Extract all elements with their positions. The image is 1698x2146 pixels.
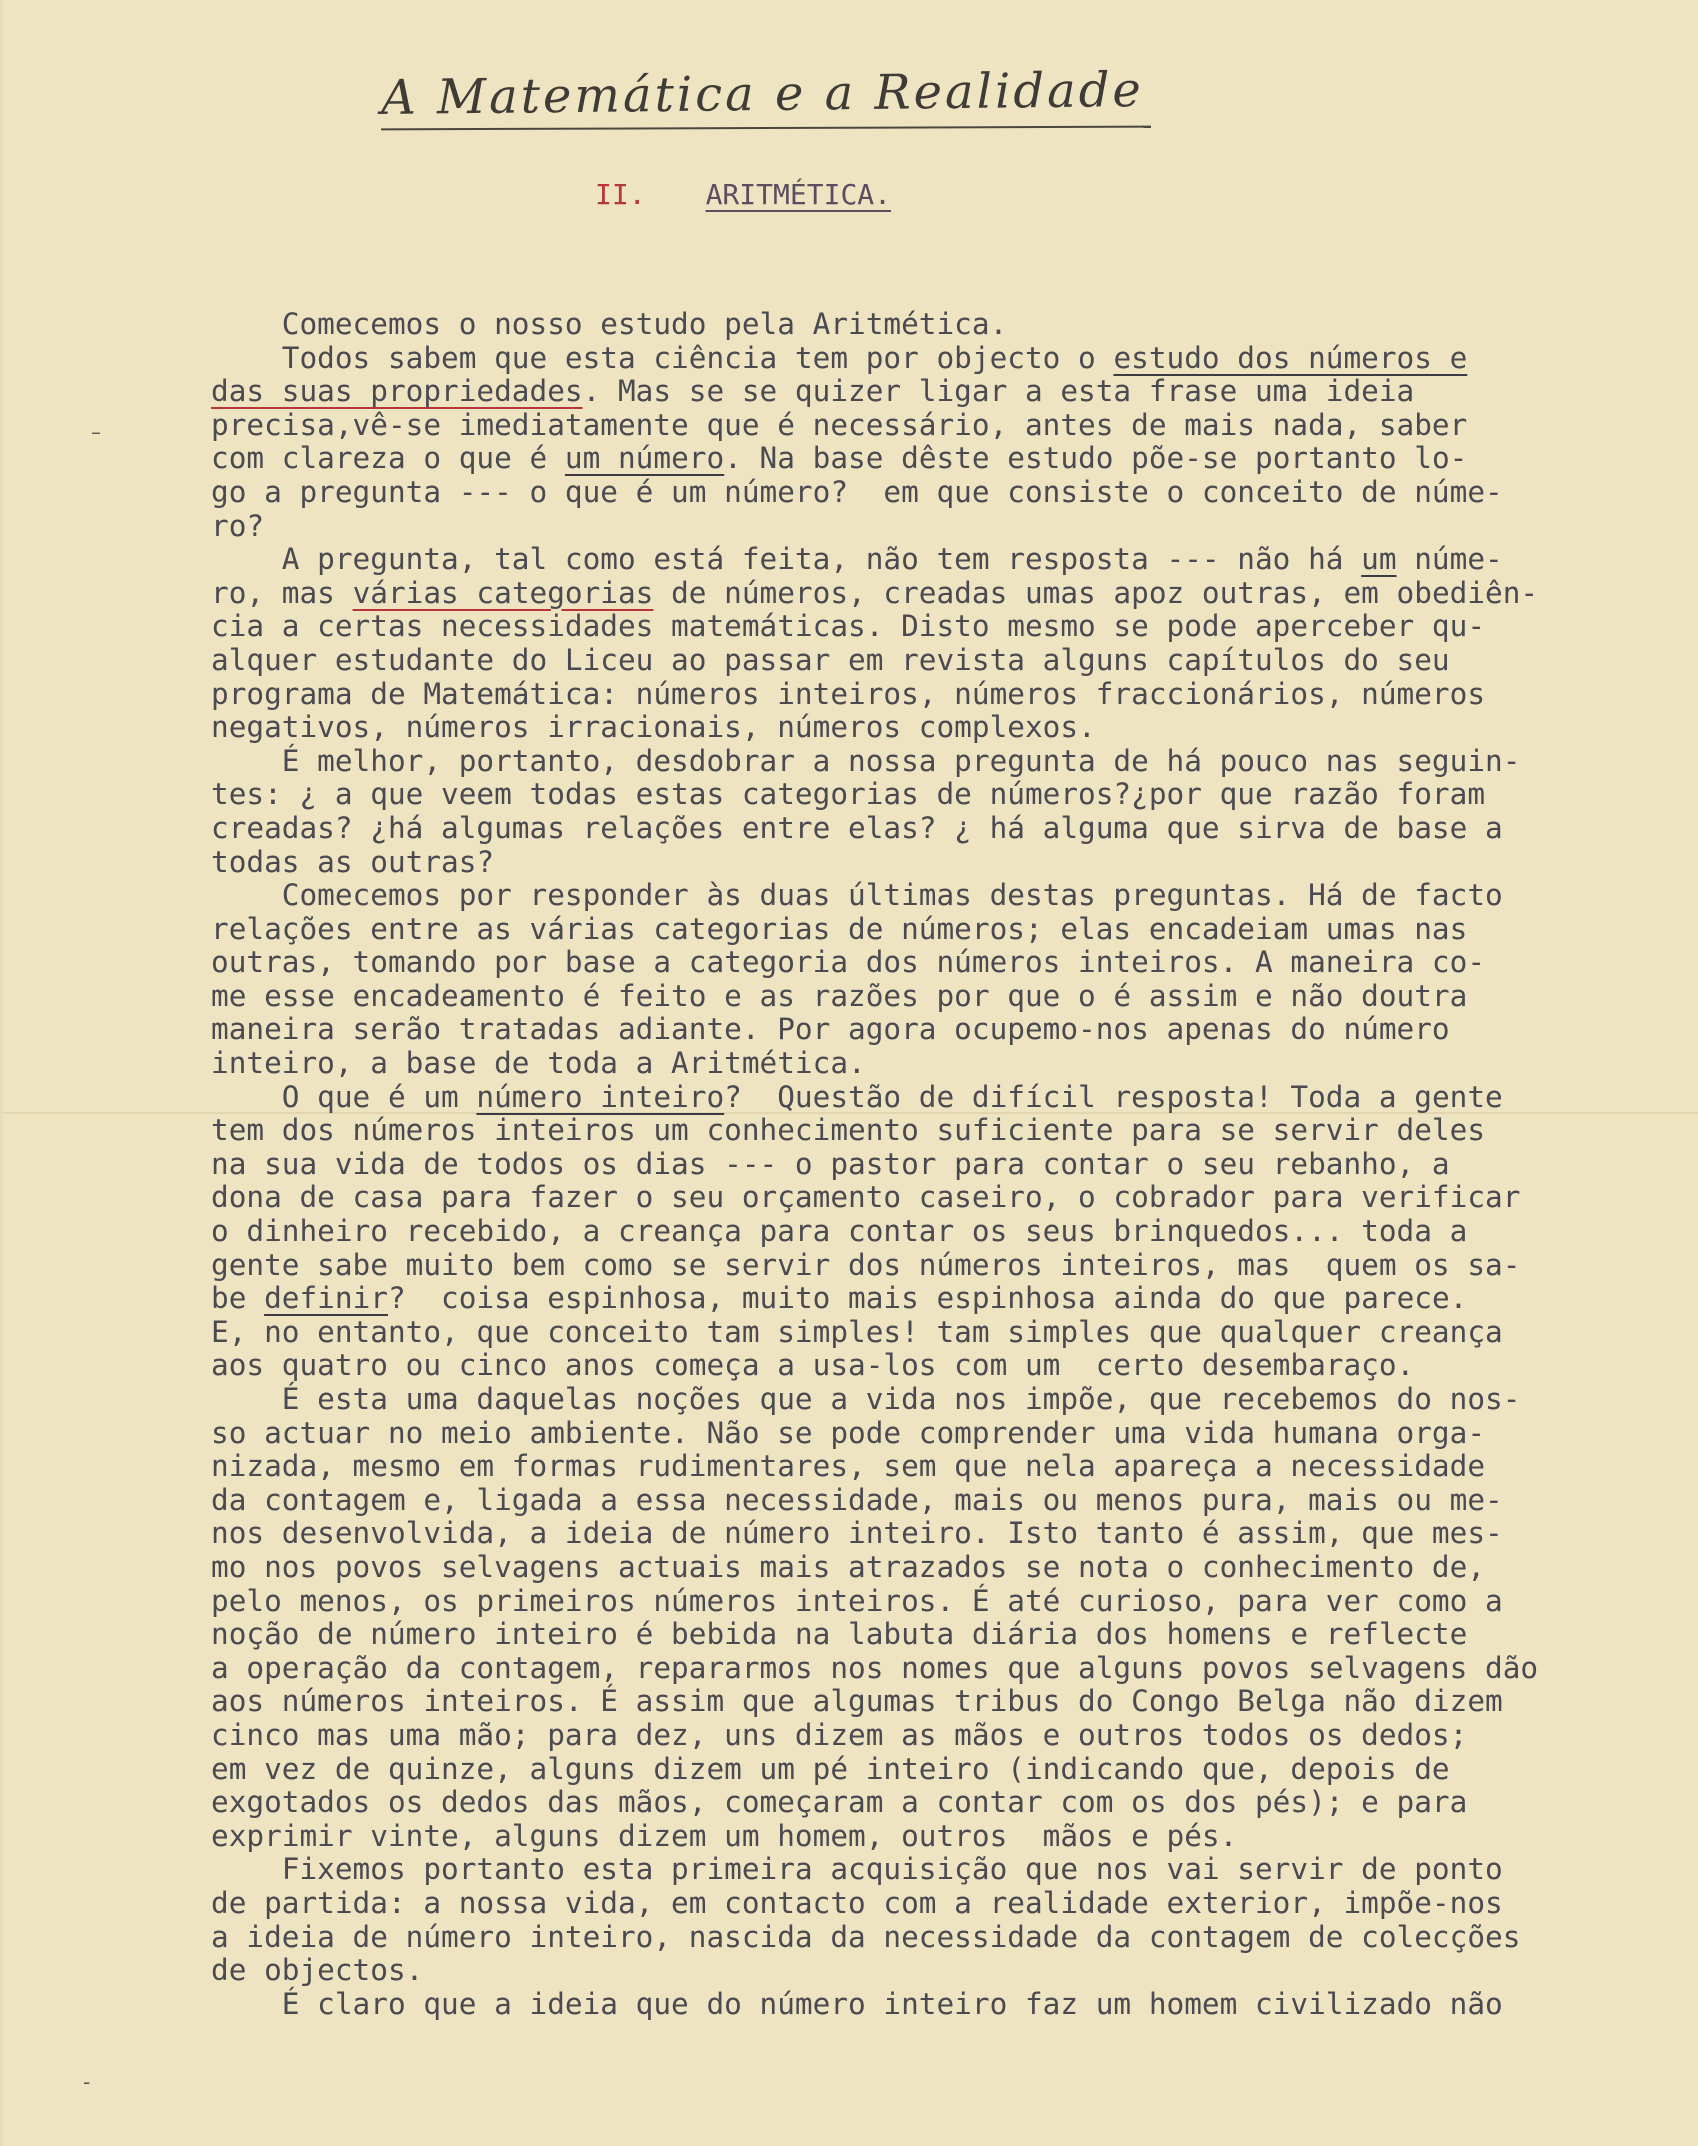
text-line: mo nos povos selvagens actuais mais atrazados se nota o conhecimento de,: [211, 1549, 1486, 1584]
text-line: ro?: [211, 508, 265, 543]
text-line: inteiro, a base de toda a Aritmética.: [211, 1046, 866, 1081]
text-line: a operação da contagem, repararmos nos nomes que alguns povos selvagens dão: [211, 1650, 1539, 1685]
text-line: Comecemos o nosso estudo pela Aritmética.: [211, 307, 1008, 341]
underlined-phrase: várias categorias: [352, 575, 654, 610]
text-line: relações entre as várias categorias de números; elas encadeiam umas nas: [211, 911, 1468, 946]
text-line: Comecemos por responder às duas últimas destas preguntas. Há de facto: [211, 878, 1503, 913]
text-line: Todos sabem que esta ciência tem por objecto o estudo dos números e: [211, 340, 1468, 375]
margin-mark: –: [91, 420, 101, 444]
text-line: cinco mas uma mão; para dez, uns dizem as mãos e outros todos os dedos;: [211, 1717, 1468, 1752]
text-line: nizada, mesmo em formas rudimentares, sem que nela apareça a necessidade: [211, 1449, 1486, 1484]
text-line: tes: ¿ a que veem todas estas categorias de números?¿por que razão foram: [211, 777, 1486, 812]
text-line: a ideia de número inteiro, nascida da necessidade da contagem de colecções: [211, 1919, 1521, 1954]
section-name: ARITMÉTICA.: [705, 178, 892, 211]
text-line: aos números inteiros. É assim que algumas tribus do Congo Belga não dizem: [211, 1684, 1503, 1719]
text-line: tem dos números inteiros um conhecimento suficiente para se servir deles: [211, 1113, 1486, 1148]
text-line: em vez de quinze, alguns dizem um pé inteiro (indicando que, depois de: [211, 1751, 1450, 1786]
text-line: pelo menos, os primeiros números inteiros. É até curioso, para ver como a: [211, 1583, 1503, 1618]
text-line: É claro que a ideia que do número inteiro faz um homem civilizado não: [211, 1986, 1503, 2021]
text-line: dona de casa para fazer o seu orçamento caseiro, o cobrador para verificar: [211, 1180, 1521, 1215]
text-line: A pregunta, tal como está feita, não tem resposta --- não há um núme-: [211, 542, 1503, 577]
text-line: creadas? ¿há algumas relações entre elas? ¿ há alguma que sirva de base a: [211, 810, 1503, 845]
text-line: outras, tomando por base a categoria dos números inteiros. A maneira co-: [211, 945, 1486, 980]
underlined-phrase: um número: [564, 441, 725, 476]
section-heading: [595, 178, 891, 211]
typewritten-body: [211, 308, 1671, 2021]
title-underline: [381, 126, 1151, 131]
text-line: de objectos.: [211, 1953, 424, 1988]
underlined-phrase: estudo dos números e: [1113, 340, 1468, 375]
underlined-phrase: definir: [264, 1281, 388, 1316]
text-line: maneira serão tratadas adiante. Por agora ocupemo-nos apenas do número: [211, 1012, 1450, 1047]
section-number: II.: [595, 178, 646, 211]
text-line: Fixemos portanto esta primeira acquisição que nos vai servir de ponto: [211, 1852, 1503, 1887]
text-line: ro, mas várias categorias de números, creadas umas apoz outras, em obediên-: [211, 575, 1539, 610]
text-line: noção de número inteiro é bebida na labuta diária dos homens e reflecte: [211, 1617, 1468, 1652]
text-line: todas as outras?: [211, 844, 495, 879]
text-line: cia a certas necessidades matemáticas. Disto mesmo se pode aperceber qu-: [211, 609, 1486, 644]
text-line: o dinheiro recebido, a creança para contar os seus brinquedos... toda a: [211, 1214, 1468, 1249]
text-line: precisa,vê-se imediatamente que é necessário, antes de mais nada, saber: [211, 407, 1468, 442]
text-line: nos desenvolvida, a ideia de número inteiro. Isto tanto é assim, que mes-: [211, 1516, 1503, 1551]
text-line: com clareza o que é um número. Na base dêste estudo põe-se portanto lo-: [211, 441, 1468, 476]
text-line: programa de Matemática: números inteiros, números fraccionários, números: [211, 676, 1486, 711]
text-line: gente sabe muito bem como se servir dos números inteiros, mas quem os sa-: [211, 1247, 1521, 1282]
text-line: É melhor, portanto, desdobrar a nossa pregunta de há pouco nas seguin-: [211, 743, 1521, 778]
text-line: go a pregunta --- o que é um número? em que consiste o conceito de núme-: [211, 474, 1503, 509]
text-line: be definir? coisa espinhosa, muito mais espinhosa ainda do que parece.: [211, 1281, 1468, 1316]
text-line: aos quatro ou cinco anos começa a usa-los com um certo desembaraço.: [211, 1348, 1415, 1383]
handwritten-title: A Matemática e a Realidade: [380, 62, 1145, 126]
text-line: exgotados os dedos das mãos, começaram a contar com os dos pés); e para: [211, 1785, 1468, 1820]
text-line: na sua vida de todos os dias --- o pastor para contar o seu rebanho, a: [211, 1146, 1450, 1181]
text-line: me esse encadeamento é feito e as razões por que o é assim e não doutra: [211, 978, 1468, 1013]
text-line: so actuar no meio ambiente. Não se pode comprender uma vida humana orga-: [211, 1415, 1486, 1450]
text-line: É esta uma daquelas noções que a vida nos impõe, que recebemos do nos-: [211, 1382, 1521, 1416]
text-line: exprimir vinte, alguns dizem um homem, outros mãos e pés.: [211, 1818, 1238, 1853]
text-line: da contagem e, ligada a essa necessidade, mais ou menos pura, mais ou me-: [211, 1482, 1503, 1517]
text-line: de partida: a nossa vida, em contacto com a realidade exterior, impõe-nos: [211, 1885, 1503, 1920]
margin-mark: ‑: [83, 2070, 91, 2094]
underlined-phrase: número inteiro: [476, 1079, 725, 1114]
text-line: O que é um número inteiro? Questão de difícil resposta! Toda a gente: [211, 1079, 1503, 1114]
text-line: E, no entanto, que conceito tam simples! tam simples que qualquer creança: [211, 1314, 1503, 1349]
underlined-phrase: das suas propriedades: [211, 374, 583, 409]
text-line: das suas propriedades. Mas se se quizer ligar a esta frase uma ideia: [211, 374, 1415, 409]
underlined-phrase: um: [1361, 542, 1397, 577]
text-line: negativos, números irracionais, números complexos.: [211, 710, 1096, 745]
text-line: alquer estudante do Liceu ao passar em revista alguns capítulos do seu: [211, 642, 1450, 677]
